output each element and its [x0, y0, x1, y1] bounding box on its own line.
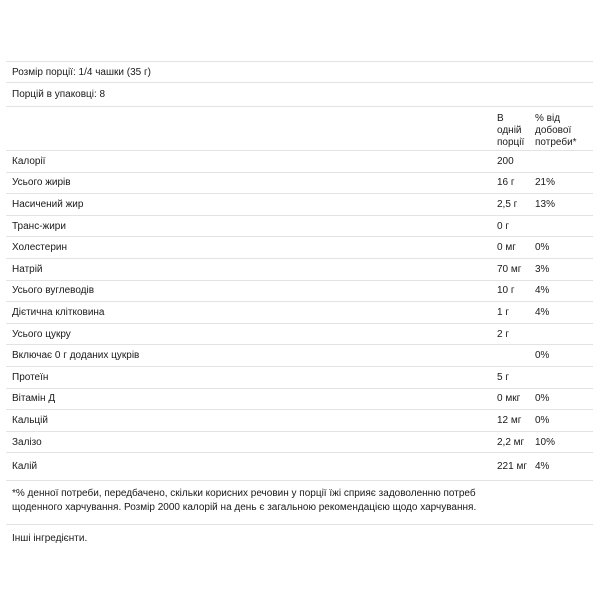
nutrient-name: Дієтична клітковина: [12, 306, 105, 318]
nutrient-daily-value: 4%: [535, 285, 550, 297]
nutrient-name: Протеїн: [12, 371, 49, 383]
nutrient-name: Усього цукру: [12, 328, 71, 340]
servings-per-container-text: Порцій в упаковці: 8: [12, 89, 106, 100]
ingredients-text: Інші інгредієнти.: [12, 533, 88, 545]
nutrient-name: Кальцій: [12, 414, 48, 426]
nutrient-row: [6, 302, 593, 324]
nutrient-name: Насичений жир: [12, 198, 84, 210]
nutrient-daily-value: 0%: [535, 414, 550, 426]
nutrient-name: Усього жирів: [12, 177, 71, 189]
nutrient-amount: 70 мг: [497, 263, 522, 275]
nutrient-amount: 2,5 г: [497, 198, 518, 210]
nutrient-row: [6, 151, 593, 173]
nutrient-daily-value: 0%: [535, 393, 550, 405]
dv-header-line: добової: [535, 125, 572, 136]
nutrient-row: [6, 432, 593, 454]
nutrient-amount: 16 г: [497, 177, 515, 189]
nutrient-amount: 10 г: [497, 285, 515, 297]
nutrient-daily-value: 3%: [535, 263, 550, 275]
dv-header-line: % від: [535, 113, 561, 124]
nutrient-amount: 5 г: [497, 371, 509, 383]
dv-header-line: потреби*: [535, 137, 577, 148]
nutrient-name: Включає 0 г доданих цукрів: [12, 350, 140, 362]
nutrient-amount: 200: [497, 155, 514, 167]
nutrient-name: Калорії: [12, 155, 46, 167]
nutrient-row: [6, 216, 593, 238]
nutrient-row: [6, 237, 593, 259]
nutrient-daily-value: 10%: [535, 436, 556, 448]
amount-header-line: В: [497, 113, 504, 124]
nutrient-row: [6, 367, 593, 389]
footnote-line: *% денної потреби, передбачено, скільки корисних речовин у порції їжі сприяє задоволенню потреб: [12, 488, 476, 500]
nutrient-amount: 0 мкг: [497, 393, 521, 405]
nutrient-row: [6, 194, 593, 216]
servings-per-container: [6, 83, 593, 107]
nutrient-row: [6, 324, 593, 346]
nutrient-row: [6, 259, 593, 281]
nutrient-amount: 2 г: [497, 328, 509, 340]
nutrient-daily-value: 0%: [535, 242, 550, 254]
nutrient-name: Натрій: [12, 263, 43, 275]
nutrient-rows: [6, 151, 593, 481]
nutrient-name: Усього вуглеводів: [12, 285, 95, 297]
nutrient-amount: 12 мг: [497, 414, 522, 426]
footnote: [6, 481, 593, 525]
serving-size: [6, 62, 593, 83]
nutrient-name: Холестерин: [12, 242, 67, 254]
nutrient-name: Калій: [12, 461, 38, 473]
nutrient-row: [6, 345, 593, 367]
nutrient-amount: 0 мг: [497, 242, 516, 254]
table-header: [6, 107, 593, 151]
nutrient-daily-value: 4%: [535, 306, 550, 318]
amount-header-line: порції: [497, 137, 525, 148]
nutrient-name: Транс-жири: [12, 220, 66, 232]
daily-value-column-header: [535, 113, 593, 149]
nutrient-amount: 1 г: [497, 306, 509, 318]
nutrient-daily-value: 4%: [535, 461, 550, 473]
amount-column-header: [497, 113, 535, 149]
nutrient-amount: 221 мг: [497, 461, 527, 473]
nutrient-row: [6, 281, 593, 303]
nutrient-row: [6, 389, 593, 411]
nutrient-amount: 0 г: [497, 220, 509, 232]
serving-size-text: Розмір порції: 1/4 чашки (35 г): [12, 66, 151, 78]
nutrient-row: [6, 410, 593, 432]
footnote-line: щоденного харчування. Розмір 2000 калорій на день є загальною рекомендацією щодо харчування.: [12, 502, 477, 514]
amount-header-line: одній: [497, 125, 522, 136]
nutrient-name: Залізо: [12, 436, 42, 448]
nutrient-daily-value: 13%: [535, 198, 556, 210]
nutrient-daily-value: 0%: [535, 350, 550, 362]
nutrient-row: [6, 453, 593, 481]
nutrient-name: Вітамін Д: [12, 393, 56, 405]
nutrient-row: [6, 173, 593, 195]
nutrient-amount: 2,2 мг: [497, 436, 525, 448]
nutrition-facts-panel: [6, 61, 593, 544]
nutrient-daily-value: 21%: [535, 177, 556, 189]
